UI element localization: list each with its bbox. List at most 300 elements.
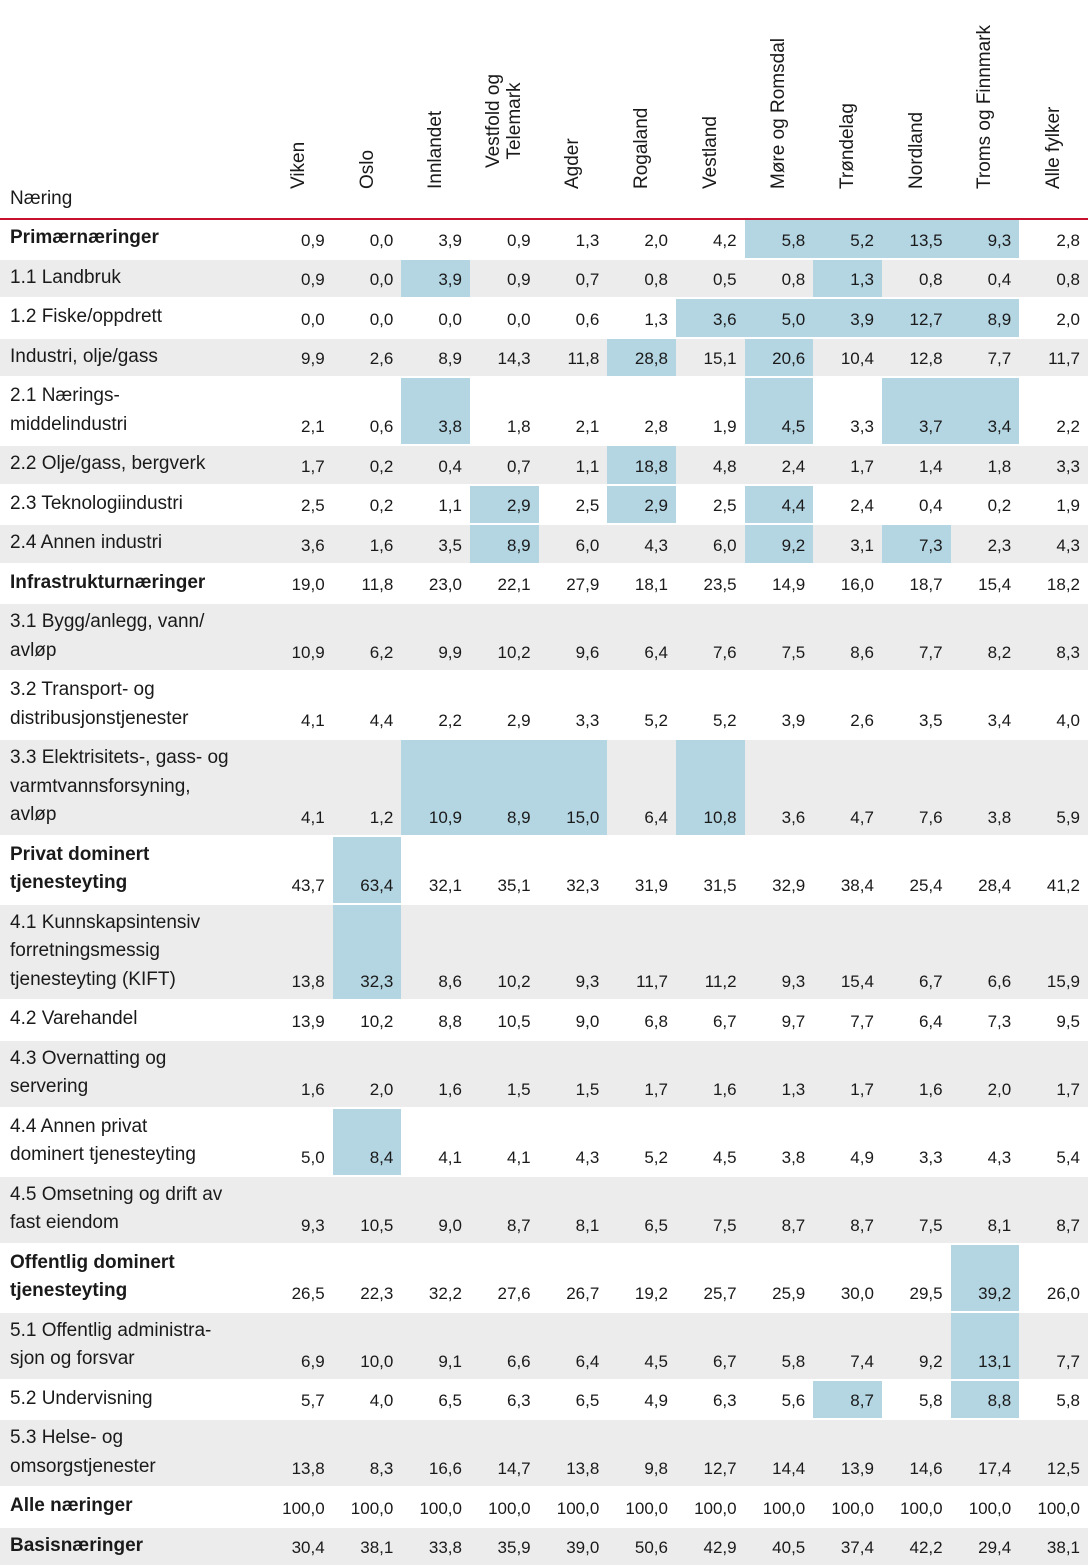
cell-value: 3,9: [813, 298, 882, 338]
cell-value: 6,7: [712, 1011, 737, 1031]
cell-value: 0,7: [470, 445, 539, 485]
cell-value: 100,0: [900, 1498, 943, 1518]
column-header: [470, 0, 539, 219]
cell-value: 10,0: [333, 1312, 402, 1380]
column-header: [813, 0, 882, 219]
column-header: [676, 0, 745, 219]
header-naering: Næring: [0, 0, 264, 219]
cell-value: 15,4: [813, 904, 882, 1001]
table-body: [0, 219, 1088, 1566]
cell-value: 4,0: [1056, 711, 1080, 730]
cell-value: 9,0: [401, 1176, 470, 1244]
cell-value: 8,7: [813, 1176, 882, 1244]
cell-value: 32,2: [428, 1283, 462, 1303]
cell-value: 35,1: [497, 875, 531, 895]
cell-value: 100,0: [968, 1498, 1012, 1518]
cell-value: 27,9: [566, 575, 600, 594]
row-label: Offentlig dominert tjenesteyting: [10, 1251, 175, 1301]
cell-value: 5,4: [1056, 1147, 1080, 1167]
cell-value: 5,8: [1056, 1391, 1080, 1410]
cell-value: 6,9: [264, 1312, 333, 1380]
cell-value: 6,4: [607, 603, 676, 671]
cell-value: 1,6: [676, 1040, 745, 1108]
header-row: [0, 0, 1088, 219]
cell-value: 100,0: [762, 1498, 806, 1518]
cell-value: 100,0: [419, 1498, 462, 1518]
cell-value: 8,3: [1019, 603, 1088, 671]
cell-value: 4,5: [607, 1312, 676, 1380]
cell-value: 0,4: [401, 445, 470, 485]
cell-value: 6,5: [607, 1176, 676, 1244]
cell-value: 6,6: [951, 904, 1020, 1001]
cell-value: 1,7: [264, 445, 333, 485]
cell-value: 3,9: [401, 259, 470, 299]
cell-value: 33,8: [401, 1527, 470, 1567]
cell-value: 10,5: [333, 1176, 402, 1244]
table-row: [0, 564, 1088, 604]
cell-value: 13,8: [264, 1419, 333, 1487]
cell-value: 1,5: [539, 1040, 608, 1108]
cell-value: 7,3: [987, 1011, 1012, 1031]
cell-value: 6,7: [676, 1312, 745, 1380]
cell-value: 4,9: [850, 1147, 874, 1167]
cell-value: 9,3: [745, 904, 814, 1001]
cell-value: 10,8: [676, 739, 745, 836]
table-row: [0, 377, 1088, 445]
table-row: [0, 219, 1088, 259]
cell-value: 10,9: [401, 739, 470, 836]
cell-value: 8,8: [438, 1011, 462, 1031]
cell-value: 13,9: [291, 1011, 325, 1031]
row-label: 5.1 Offentlig administra- sjon og forsvar: [0, 1312, 264, 1380]
table-row: [0, 1176, 1088, 1244]
row-label: Infrastrukturnæringer: [10, 571, 206, 593]
cell-value: 0,8: [882, 259, 951, 299]
cell-value: 13,1: [951, 1312, 1020, 1380]
cell-value: 38,4: [840, 875, 874, 895]
cell-value: 5,2: [813, 219, 882, 259]
table-row: [0, 1040, 1088, 1108]
column-header: [882, 0, 951, 219]
cell-value: 7,6: [882, 739, 951, 836]
cell-value: 5,6: [781, 1391, 806, 1410]
cell-value: 1,2: [333, 739, 402, 836]
cell-value: 26,0: [1046, 1283, 1080, 1303]
cell-value: 18,2: [1046, 575, 1080, 594]
row-label: 5.3 Helse- og omsorgstjenester: [0, 1419, 264, 1487]
row-label: 4.1 Kunnskapsintensiv forretningsmessig tjenesteyting (KIFT): [0, 904, 264, 1001]
cell-value: 7,7: [850, 1011, 874, 1031]
cell-value: 1,1: [438, 496, 462, 515]
table-row: [0, 259, 1088, 299]
cell-value: 100,0: [625, 1498, 668, 1518]
cell-value: 9,9: [401, 603, 470, 671]
cell-value: 28,4: [978, 875, 1012, 895]
cell-value: 1,3: [745, 1040, 814, 1108]
cell-value: 1,6: [264, 1040, 333, 1108]
cell-value: 6,0: [676, 524, 745, 564]
cell-value: 12,8: [882, 338, 951, 378]
cell-value: 7,6: [676, 603, 745, 671]
cell-value: 1,6: [401, 1040, 470, 1108]
cell-value: 0,2: [369, 496, 394, 515]
cell-value: 30,4: [264, 1527, 333, 1567]
table-row: [0, 671, 1088, 739]
cell-value: 3,6: [264, 524, 333, 564]
column-header-label: Nordland: [905, 111, 927, 189]
cell-value: 9,2: [745, 524, 814, 564]
cell-value: 1,7: [813, 445, 882, 485]
table-row: [0, 1487, 1088, 1527]
cell-value: 50,6: [607, 1527, 676, 1567]
table-row: [0, 1419, 1088, 1487]
cell-value: 3,9: [781, 711, 806, 730]
cell-value: 3,3: [918, 1147, 943, 1167]
cell-value: 0,9: [507, 230, 531, 250]
cell-value: 5,2: [644, 711, 668, 730]
cell-value: 38,1: [1019, 1527, 1088, 1567]
cell-value: 18,7: [909, 575, 943, 594]
cell-value: 1,5: [470, 1040, 539, 1108]
cell-value: 63,4: [333, 836, 402, 904]
cell-value: 3,5: [918, 711, 943, 730]
cell-value: 11,7: [1019, 338, 1088, 378]
cell-value: 3,1: [813, 524, 882, 564]
column-header-label: Oslo: [356, 149, 378, 189]
cell-value: 25,7: [703, 1283, 737, 1303]
cell-value: 0,9: [470, 259, 539, 299]
row-label: Privat dominert tjenesteyting: [10, 843, 150, 893]
cell-value: 2,9: [470, 485, 539, 525]
cell-value: 0,8: [1019, 259, 1088, 299]
row-label: 5.2 Undervisning: [10, 1387, 153, 1409]
cell-value: 9,3: [264, 1176, 333, 1244]
cell-value: 9,6: [539, 603, 608, 671]
cell-value: 9,0: [575, 1011, 600, 1031]
cell-value: 22,1: [497, 575, 531, 594]
table-row: [0, 1000, 1088, 1040]
cell-value: 2,0: [333, 1040, 402, 1108]
cell-value: 29,5: [909, 1283, 943, 1303]
cell-value: 2,5: [301, 496, 325, 515]
cell-value: 2,1: [575, 417, 600, 436]
cell-value: 1,3: [813, 259, 882, 299]
row-label: 4.3 Overnatting og servering: [0, 1040, 264, 1108]
cell-value: 0,4: [918, 496, 943, 515]
table-row: [0, 338, 1088, 378]
cell-value: 6,3: [712, 1391, 737, 1410]
table-row: [0, 1108, 1088, 1176]
cell-value: 14,9: [772, 575, 806, 594]
table-row: [0, 904, 1088, 1001]
cell-value: 0,6: [575, 309, 600, 329]
cell-value: 23,0: [428, 575, 462, 594]
cell-value: 9,3: [951, 219, 1020, 259]
row-label: 2.2 Olje/gass, bergverk: [0, 445, 264, 485]
cell-value: 13,8: [539, 1419, 608, 1487]
cell-value: 32,1: [428, 875, 462, 895]
table-row: [0, 739, 1088, 836]
cell-value: 30,0: [840, 1283, 874, 1303]
table-row: [0, 1312, 1088, 1380]
cell-value: 11,8: [539, 338, 608, 378]
cell-value: 5,8: [745, 1312, 814, 1380]
cell-value: 8,1: [951, 1176, 1020, 1244]
cell-value: 100,0: [1037, 1498, 1080, 1518]
row-label: 2.1 Nærings- middelindustri: [10, 385, 128, 435]
column-header: [745, 0, 814, 219]
cell-value: 6,6: [470, 1312, 539, 1380]
cell-value: 4,2: [712, 230, 737, 250]
cell-value: 2,5: [712, 496, 737, 515]
cell-value: 8,4: [333, 1108, 402, 1176]
column-header-label: Agder: [562, 138, 584, 189]
cell-value: 1,7: [1019, 1040, 1088, 1108]
cell-value: 26,5: [291, 1283, 325, 1303]
cell-value: 0,8: [607, 259, 676, 299]
cell-value: 0,0: [369, 230, 394, 250]
cell-value: 6,2: [333, 603, 402, 671]
cell-value: 8,1: [539, 1176, 608, 1244]
cell-value: 16,0: [840, 575, 874, 594]
cell-value: 31,9: [634, 875, 668, 895]
cell-value: 7,7: [882, 603, 951, 671]
cell-value: 6,4: [918, 1011, 943, 1031]
cell-value: 6,7: [882, 904, 951, 1001]
cell-value: 9,5: [1056, 1011, 1080, 1031]
table-row: [0, 1527, 1088, 1567]
cell-value: 12,7: [882, 298, 951, 338]
row-label: Industri, olje/gass: [0, 338, 264, 378]
cell-value: 6,5: [575, 1391, 600, 1410]
cell-value: 18,1: [634, 575, 668, 594]
cell-value: 10,2: [360, 1011, 394, 1031]
cell-value: 19,2: [634, 1283, 668, 1303]
cell-value: 2,0: [644, 230, 668, 250]
cell-value: 1,3: [575, 230, 600, 250]
cell-value: 0,0: [438, 309, 462, 329]
cell-value: 41,2: [1046, 875, 1080, 895]
cell-value: 6,0: [539, 524, 608, 564]
cell-value: 4,3: [987, 1147, 1012, 1167]
table-row: [0, 836, 1088, 904]
cell-value: 25,9: [772, 1283, 806, 1303]
cell-value: 0,0: [301, 309, 325, 329]
cell-value: 9,1: [401, 1312, 470, 1380]
cell-value: 9,9: [264, 338, 333, 378]
cell-value: 0,5: [676, 259, 745, 299]
table-row: [0, 524, 1088, 564]
cell-value: 7,4: [813, 1312, 882, 1380]
cell-value: 1,7: [813, 1040, 882, 1108]
cell-value: 2,8: [1056, 230, 1080, 250]
cell-value: 8,6: [813, 603, 882, 671]
cell-value: 4,1: [301, 711, 325, 730]
cell-value: 0,6: [369, 417, 394, 436]
cell-value: 42,9: [676, 1527, 745, 1567]
cell-value: 5,0: [745, 298, 814, 338]
cell-value: 8,7: [745, 1176, 814, 1244]
cell-value: 3,9: [438, 230, 462, 250]
cell-value: 3,8: [401, 377, 470, 445]
cell-value: 1,7: [607, 1040, 676, 1108]
cell-value: 31,5: [703, 875, 737, 895]
cell-value: 15,0: [539, 739, 608, 836]
cell-value: 10,9: [264, 603, 333, 671]
cell-value: 4,3: [607, 524, 676, 564]
cell-value: 8,9: [470, 524, 539, 564]
cell-value: 3,4: [987, 711, 1012, 730]
cell-value: 3,6: [745, 739, 814, 836]
cell-value: 40,5: [745, 1527, 814, 1567]
cell-value: 16,6: [401, 1419, 470, 1487]
cell-value: 4,4: [745, 485, 814, 525]
cell-value: 100,0: [694, 1498, 737, 1518]
cell-value: 11,2: [676, 904, 745, 1001]
cell-value: 1,6: [882, 1040, 951, 1108]
cell-value: 37,4: [813, 1527, 882, 1567]
cell-value: 6,4: [607, 739, 676, 836]
cell-value: 1,6: [333, 524, 402, 564]
cell-value: 42,2: [882, 1527, 951, 1567]
cell-value: 32,9: [772, 875, 806, 895]
cell-value: 10,2: [470, 904, 539, 1001]
cell-value: 2,1: [301, 417, 325, 436]
cell-value: 17,4: [951, 1419, 1020, 1487]
cell-value: 0,7: [539, 259, 608, 299]
cell-value: 4,1: [438, 1147, 462, 1167]
cell-value: 29,4: [951, 1527, 1020, 1567]
cell-value: 100,0: [556, 1498, 600, 1518]
row-label: 4.4 Annen privat dominert tjenesteyting: [10, 1115, 196, 1165]
cell-value: 27,6: [497, 1283, 531, 1303]
cell-value: 1,4: [882, 445, 951, 485]
table-row: [0, 1380, 1088, 1420]
column-header-label: Møre og Romsdal: [768, 38, 790, 189]
cell-value: 2,8: [644, 417, 668, 436]
cell-value: 0,0: [369, 309, 394, 329]
cell-value: 4,9: [644, 1391, 668, 1410]
row-label: 2.3 Teknologiindustri: [10, 492, 183, 514]
cell-value: 10,5: [497, 1011, 531, 1031]
cell-value: 7,5: [882, 1176, 951, 1244]
cell-value: 38,1: [333, 1527, 402, 1567]
cell-value: 7,5: [676, 1176, 745, 1244]
cell-value: 7,7: [1019, 1312, 1088, 1380]
cell-value: 0,0: [333, 259, 402, 299]
cell-value: 14,3: [470, 338, 539, 378]
cell-value: 2,9: [507, 711, 531, 730]
column-header-label: Innlandet: [425, 110, 447, 189]
cell-value: 6,5: [438, 1391, 462, 1410]
cell-value: 14,7: [470, 1419, 539, 1487]
cell-value: 3,5: [401, 524, 470, 564]
row-label: Basisnæringer: [0, 1527, 264, 1567]
table-row: [0, 1244, 1088, 1312]
cell-value: 10,2: [470, 603, 539, 671]
cell-value: 39,0: [539, 1527, 608, 1567]
cell-value: 19,0: [291, 575, 325, 594]
cell-value: 3,8: [781, 1147, 806, 1167]
column-header: [401, 0, 470, 219]
cell-value: 9,7: [781, 1011, 806, 1031]
cell-value: 2,0: [1056, 309, 1080, 329]
row-label: Alle næringer: [10, 1495, 133, 1516]
cell-value: 1,3: [644, 309, 668, 329]
cell-value: 2,9: [607, 485, 676, 525]
cell-value: 23,5: [703, 575, 737, 594]
cell-value: 3,3: [850, 417, 874, 436]
cell-value: 5,8: [918, 1391, 943, 1410]
table-row: [0, 445, 1088, 485]
cell-value: 6,8: [644, 1011, 668, 1031]
cell-value: 1,9: [712, 417, 737, 436]
row-label: 2.4 Annen industri: [0, 524, 264, 564]
column-header: [333, 0, 402, 219]
cell-value: 6,3: [507, 1391, 531, 1410]
cell-value: 4,0: [369, 1391, 394, 1410]
cell-value: 8,2: [951, 603, 1020, 671]
cell-value: 6,4: [539, 1312, 608, 1380]
cell-value: 0,2: [333, 445, 402, 485]
cell-value: 39,2: [951, 1244, 1020, 1312]
cell-value: 4,7: [813, 739, 882, 836]
cell-value: 3,3: [575, 711, 600, 730]
row-label: Primærnæringer: [10, 227, 159, 248]
column-header: [607, 0, 676, 219]
column-header: [951, 0, 1020, 219]
cell-value: 13,9: [813, 1419, 882, 1487]
cell-value: 5,8: [745, 219, 814, 259]
cell-value: 4,4: [369, 711, 394, 730]
cell-value: 15,4: [978, 575, 1012, 594]
cell-value: 7,7: [951, 338, 1020, 378]
cell-value: 5,0: [301, 1147, 325, 1167]
cell-value: 35,9: [470, 1527, 539, 1567]
cell-value: 18,8: [607, 445, 676, 485]
cell-value: 26,7: [566, 1283, 600, 1303]
cell-value: 0,9: [301, 230, 325, 250]
cell-value: 15,9: [1019, 904, 1088, 1001]
cell-value: 5,2: [712, 711, 737, 730]
cell-value: 4,5: [745, 377, 814, 445]
cell-value: 100,0: [282, 1498, 325, 1518]
cell-value: 8,6: [401, 904, 470, 1001]
column-header-label: Alle fylker: [1043, 106, 1065, 189]
cell-value: 0,8: [745, 259, 814, 299]
cell-value: 43,7: [291, 875, 325, 895]
cell-value: 0,4: [951, 259, 1020, 299]
column-header-label: Troms og Finnmark: [974, 25, 996, 189]
cell-value: 4,5: [712, 1147, 737, 1167]
cell-value: 5,9: [1019, 739, 1088, 836]
row-label: 4.2 Varehandel: [10, 1008, 138, 1029]
cell-value: 13,5: [882, 219, 951, 259]
row-label: 1.1 Landbruk: [0, 259, 264, 299]
cell-value: 11,8: [361, 575, 394, 594]
table-row: [0, 485, 1088, 525]
cell-value: 10,4: [813, 338, 882, 378]
column-header: [1019, 0, 1088, 219]
cell-value: 3,7: [882, 377, 951, 445]
table-row: [0, 603, 1088, 671]
cell-value: 12,7: [676, 1419, 745, 1487]
cell-value: 8,3: [333, 1419, 402, 1487]
cell-value: 8,9: [470, 739, 539, 836]
cell-value: 100,0: [350, 1498, 394, 1518]
cell-value: 12,5: [1019, 1419, 1088, 1487]
cell-value: 7,3: [882, 524, 951, 564]
